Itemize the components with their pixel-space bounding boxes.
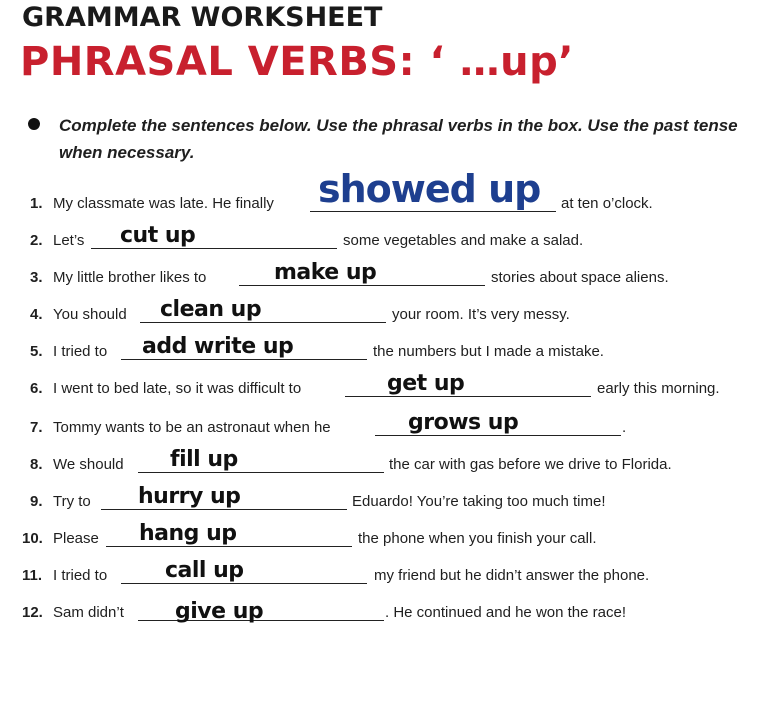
item-number: 4.	[30, 306, 43, 323]
sentence-end: your room. It’s very messy.	[392, 306, 570, 323]
sentence-end: the numbers but I made a mistake.	[373, 343, 604, 360]
bullet-icon	[28, 118, 40, 130]
answer-blank[interactable]	[91, 248, 337, 249]
sentence-end: .	[622, 419, 627, 436]
exercise-item	[0, 297, 761, 330]
exercise-item	[0, 223, 761, 256]
sentence-start: Let’s	[53, 232, 85, 249]
answer-text[interactable]: add write up	[142, 334, 294, 359]
answer-text[interactable]: give up	[175, 599, 264, 624]
instructions: Complete the sentences below. Use the phrasal verbs in the box. Use the past tense when necessary.	[59, 116, 738, 162]
exercise-item	[0, 558, 761, 591]
item-number: 5.	[30, 343, 43, 360]
sentence-end: some vegetables and make a salad.	[343, 232, 584, 249]
item-number: 10.	[22, 530, 43, 547]
sentence-start: My little brother likes to	[53, 269, 207, 286]
sentence-end: the car with gas before we drive to Florida.	[389, 456, 672, 473]
sentence-start: Try to	[53, 493, 91, 510]
exercise-item	[0, 599, 761, 628]
exercise-item	[0, 334, 761, 367]
sentence-end: Eduardo! You’re taking too much time!	[352, 493, 606, 510]
sentence-start: You should	[53, 306, 127, 323]
exercise-item	[0, 167, 761, 219]
answer-blank[interactable]	[106, 546, 352, 547]
exercise-item	[0, 410, 761, 443]
answer-text[interactable]: make up	[274, 260, 377, 285]
item-number: 1.	[30, 195, 43, 212]
answer-blank[interactable]	[101, 509, 347, 510]
answer-text[interactable]: clean up	[160, 297, 262, 322]
sentence-end: early this morning.	[597, 380, 720, 397]
answer-text[interactable]: hurry up	[138, 484, 241, 509]
answer-text[interactable]: fill up	[170, 447, 238, 472]
answer-text[interactable]: cut up	[120, 223, 196, 248]
item-number: 3.	[30, 269, 43, 286]
answer-blank[interactable]	[138, 472, 384, 473]
sentence-start: Sam didn’t	[53, 604, 124, 621]
answer-blank[interactable]	[140, 322, 386, 323]
item-number: 6.	[30, 380, 43, 397]
sentence-start: I tried to	[53, 567, 108, 584]
item-number: 11.	[22, 567, 43, 584]
sentence-start: I tried to	[53, 343, 108, 360]
sentence-end: at ten o’clock.	[561, 195, 653, 212]
answer-blank[interactable]	[121, 359, 367, 360]
item-number: 12.	[22, 604, 43, 621]
answer-blank[interactable]	[239, 285, 485, 286]
item-number: 2.	[30, 232, 43, 249]
worksheet-title: GRAMMAR WORKSHEET	[22, 2, 383, 33]
sentence-end: the phone when you finish your call.	[358, 530, 597, 547]
answer-blank[interactable]	[310, 211, 556, 212]
answer-text[interactable]: get up	[387, 371, 465, 396]
sentence-end: my friend but he didn’t answer the phone.	[374, 567, 650, 584]
exercise-item	[0, 447, 761, 480]
item-number: 9.	[30, 493, 43, 510]
sentence-start: I went to bed late, so it was difficult to	[53, 380, 302, 397]
sentence-start: We should	[53, 456, 124, 473]
answer-blank[interactable]	[121, 583, 367, 584]
item-number: 7.	[30, 419, 43, 436]
item-number: 8.	[30, 456, 43, 473]
exercise-item	[0, 521, 761, 554]
answer-text[interactable]: showed up	[318, 167, 541, 211]
exercise-item	[0, 484, 761, 517]
sentence-start: Tommy wants to be an astronaut when he	[53, 419, 331, 436]
exercise-item	[0, 371, 761, 404]
worksheet-subtitle: PHRASAL VERBS: ‘ …up’	[20, 39, 574, 85]
sentence-end: . He continued and he won the race!	[385, 604, 626, 621]
sentence-start: My classmate was late. He finally	[53, 195, 274, 212]
exercise-item	[0, 260, 761, 293]
sentence-end: stories about space aliens.	[491, 269, 669, 286]
answer-text[interactable]: hang up	[139, 521, 237, 546]
answer-text[interactable]: call up	[165, 558, 244, 583]
answer-blank[interactable]	[345, 396, 591, 397]
sentence-start: Please	[53, 530, 99, 547]
answer-text[interactable]: grows up	[408, 410, 519, 435]
answer-blank[interactable]	[375, 435, 621, 436]
